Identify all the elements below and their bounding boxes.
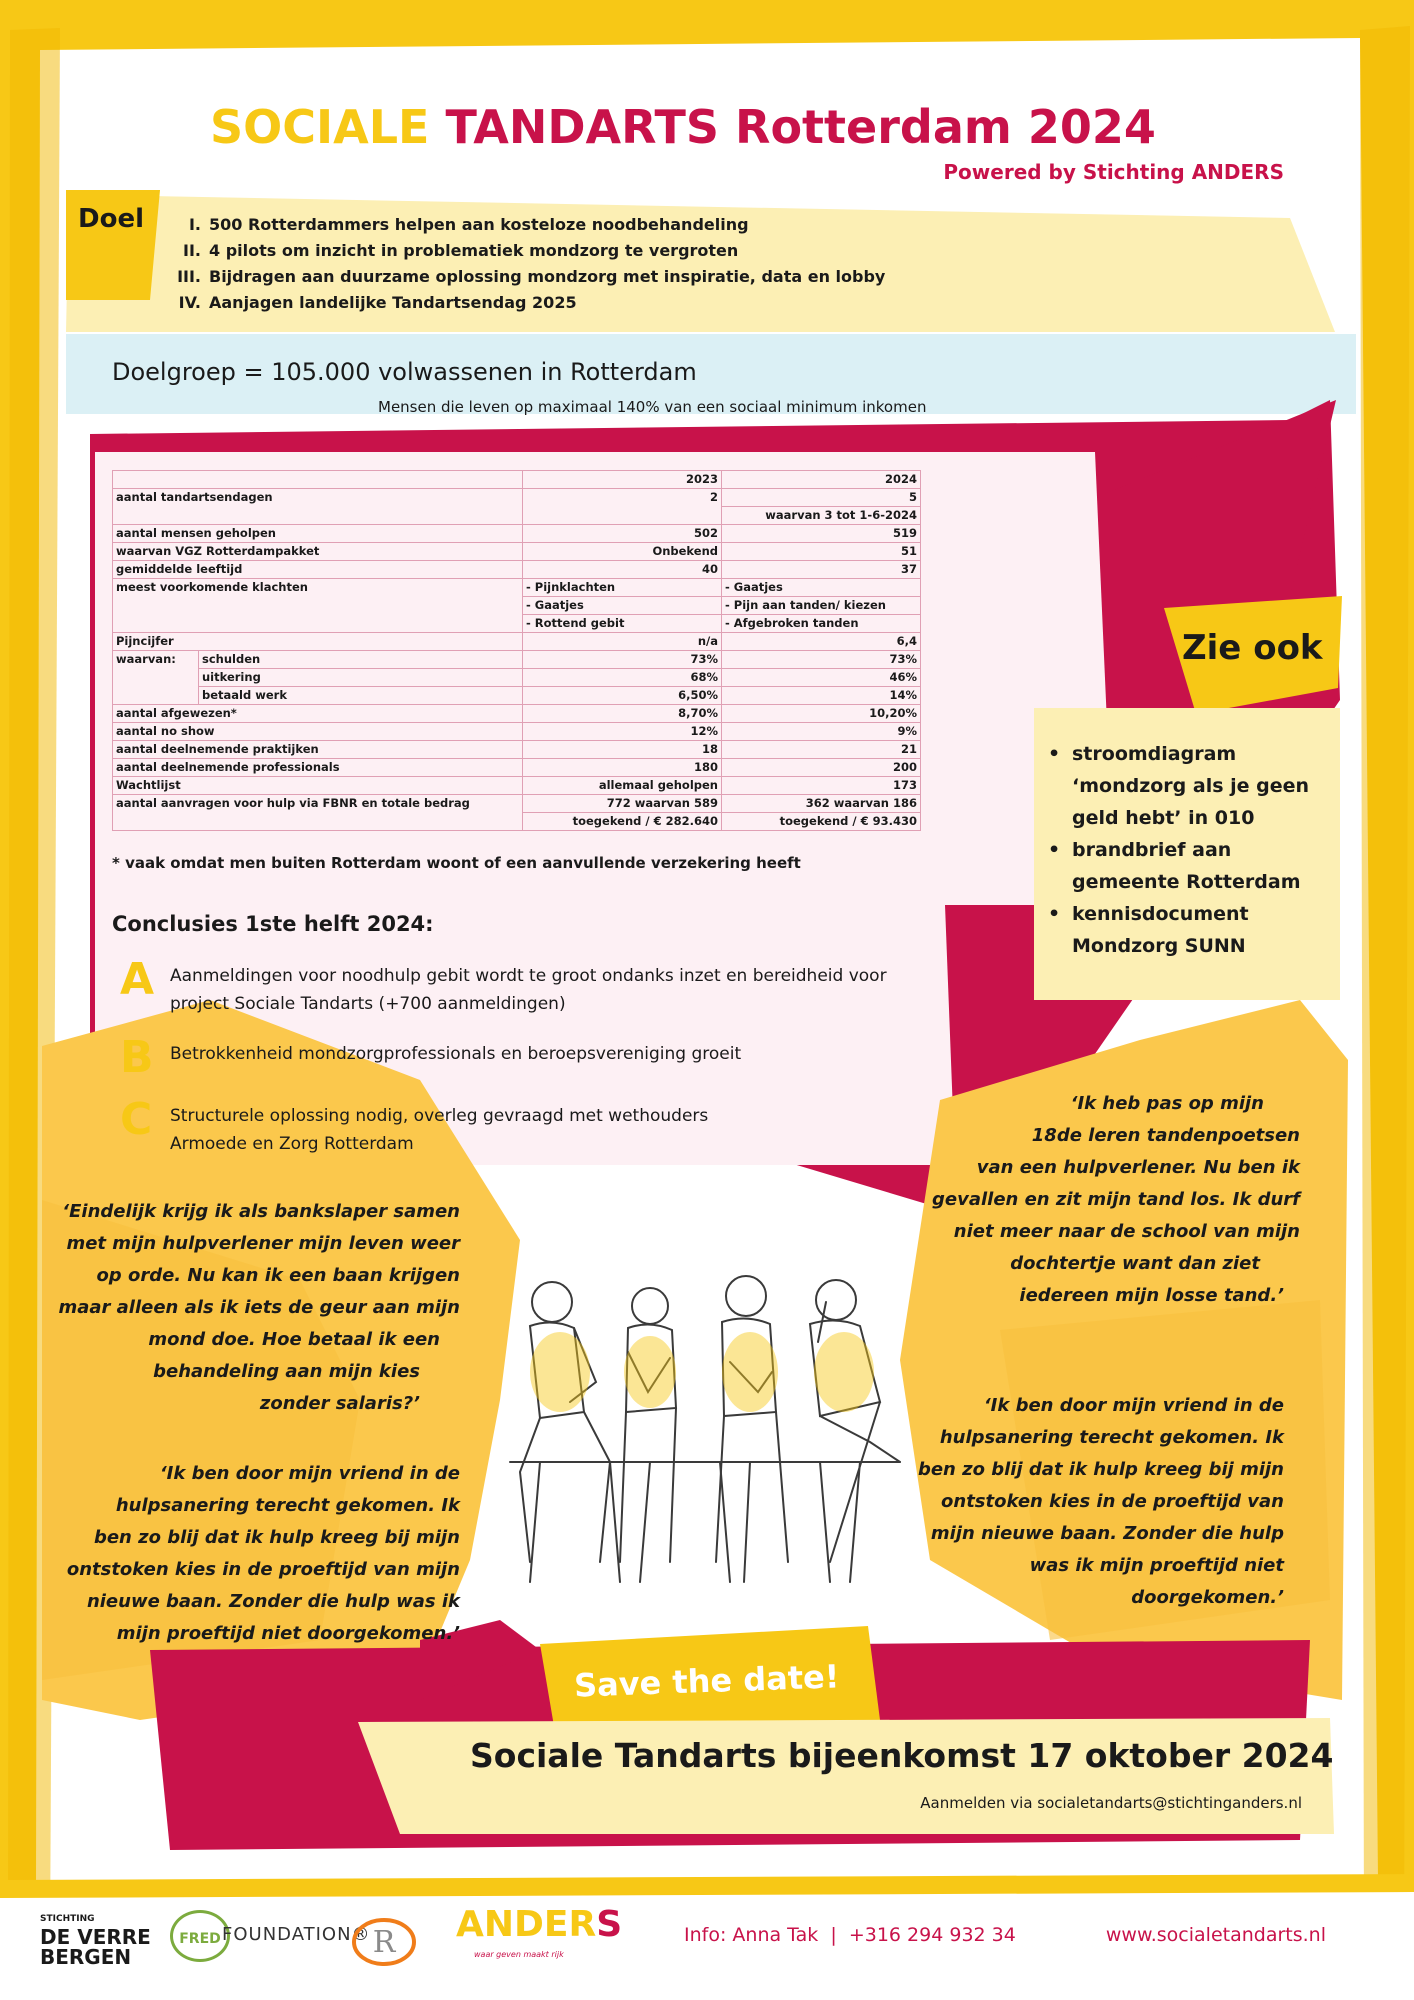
see-also-line: Mondzorg SUNN	[1072, 935, 1246, 957]
quote-line: niet meer naar de school van mijn	[953, 1221, 1300, 1242]
quote-line: nieuwe baan. Zonder die hulp was ik	[86, 1591, 460, 1612]
see-also-title: Zie ook	[1182, 628, 1323, 668]
save-the-date-badge: Save the date!	[573, 1657, 840, 1705]
see-also-item-flowchart[interactable]	[1040, 738, 1340, 834]
cell-2023: 2	[523, 489, 722, 525]
quote-line: ‘Ik heb pas op mijn	[1070, 1093, 1264, 1114]
row-sublabel: uitkering	[199, 669, 523, 687]
people-waiting-illustration	[500, 1262, 920, 1592]
quote-line: ben zo blij dat ik hulp kreeg bij mijn	[93, 1527, 460, 1548]
see-also-list	[1040, 738, 1340, 962]
quote-line: mond doe. Hoe betaal ik een	[148, 1329, 440, 1350]
quote-line: ontstoken kies in de proeftijd van mijn	[66, 1559, 460, 1580]
quote-line: mijn proeftijd niet doorgekomen.’	[116, 1623, 460, 1644]
goal-text: 4 pilots om inzicht in problematiek mondzorg te vergroten	[209, 241, 739, 260]
row-sublabel: schulden	[199, 651, 523, 669]
goal-number: II.	[183, 241, 201, 260]
row-label: Pijncijfer	[113, 633, 523, 651]
row-label: aantal aanvragen voor hulp via FBNR en totale bedrag	[113, 795, 523, 831]
cell-2023: Onbekend	[523, 543, 722, 561]
cell-2024: 200	[722, 759, 921, 777]
see-also-line: geld hebt’ in 010	[1072, 807, 1255, 829]
r-logo-icon	[352, 1916, 416, 1968]
cell-2023: 18	[523, 741, 722, 759]
cell-2023: allemaal geholpen	[523, 777, 722, 795]
quote-line: zonder salaris?’	[259, 1393, 420, 1414]
stats-table-wrapper	[112, 470, 920, 831]
col-header-2024: 2024	[722, 471, 921, 489]
conclusion-item-c	[112, 1094, 962, 1168]
cell-2024: 46%	[722, 669, 921, 687]
cell-2023: 772 waarvan 589	[523, 795, 722, 813]
quote-left-top	[58, 1196, 460, 1420]
goal-item	[165, 290, 885, 316]
logo-text: S	[596, 1904, 623, 1945]
cell-2023: 73%	[523, 651, 722, 669]
row-sublabel: betaald werk	[199, 687, 523, 705]
cell-2024-note: waarvan 3 tot 1-6-2024	[722, 507, 921, 525]
cell-2023: n/a	[523, 633, 722, 651]
goal-item	[165, 212, 885, 238]
anders-tagline: waar geven maakt rijk	[474, 1950, 564, 1959]
conclusion-line: Aanmeldingen voor noodhulp gebit wordt te groot ondanks inzet en bereidheid voor	[170, 966, 887, 986]
title-part-yellow: SOCIALE	[210, 100, 430, 154]
see-also-line: • brandbrief aan	[1072, 839, 1232, 861]
table-row	[113, 795, 921, 813]
cell-2024: 73%	[722, 651, 921, 669]
de-verre-bergen-logo	[40, 1912, 151, 1967]
table-row	[113, 543, 921, 561]
see-also-item-document[interactable]	[1040, 898, 1340, 962]
table-row	[113, 669, 921, 687]
row-label: gemiddelde leeftijd	[113, 561, 523, 579]
cell-2024: 5	[722, 489, 921, 507]
row-label: Wachtlijst	[113, 777, 523, 795]
quote-line: ontstoken kies in de proeftijd van	[941, 1491, 1284, 1512]
conclusion-line: Betrokkenheid mondzorgprofessionals en beroepsvereniging groeit	[170, 1044, 742, 1064]
conclusion-item-a	[112, 954, 962, 1028]
cell-2023: 8,70%	[523, 705, 722, 723]
cell-2024: toegekend / € 93.430	[722, 813, 921, 831]
cell-2024: - Gaatjes	[722, 579, 921, 597]
conclusion-line: Structurele oplossing nodig, overleg gevraagd met wethouders	[170, 1106, 709, 1126]
table-row	[113, 759, 921, 777]
goal-item	[165, 238, 885, 264]
cell-2023: 502	[523, 525, 722, 543]
logo-text: DE VERRE	[40, 1925, 151, 1949]
cell-2024: 14%	[722, 687, 921, 705]
cell-2023: - Rottend gebit	[523, 615, 722, 633]
row-label: waarvan VGZ Rotterdampakket	[113, 543, 523, 561]
table-row	[113, 525, 921, 543]
row-label: meest voorkomende klachten	[113, 579, 523, 633]
conclusion-text	[170, 962, 970, 1018]
logo-text: BERGEN	[40, 1945, 132, 1969]
foundation-logo-text: FOUNDATION®	[222, 1924, 371, 1945]
anders-logo	[456, 1904, 622, 1945]
quote-line: op orde. Nu kan ik een baan krijgen	[96, 1265, 460, 1286]
goal-number: III.	[177, 267, 201, 286]
row-label: aantal no show	[113, 723, 523, 741]
cell-2024: 37	[722, 561, 921, 579]
cell-2023: toegekend / € 282.640	[523, 813, 722, 831]
cell-2023: 68%	[523, 669, 722, 687]
see-also-line: ‘mondzorg als je geen	[1072, 775, 1310, 797]
cell-2024: - Afgebroken tanden	[722, 615, 921, 633]
table-header-row	[113, 471, 921, 489]
cell-2023: 12%	[523, 723, 722, 741]
cell-2023: 40	[523, 561, 722, 579]
goals-list	[165, 212, 885, 316]
row-label: aantal tandartsendagen	[113, 489, 523, 525]
see-also-item-letter[interactable]	[1040, 834, 1340, 898]
svg-text:R: R	[372, 1925, 396, 1960]
quote-line: hulpsanering terecht gekomen. Ik	[115, 1495, 460, 1516]
stats-table	[112, 470, 921, 831]
website-link[interactable]: www.socialetandarts.nl	[1105, 1924, 1326, 1946]
quote-line: gevallen en zit mijn tand los. Ik durf	[932, 1189, 1300, 1210]
goal-text: 500 Rotterdammers helpen aan kosteloze noodbehandeling	[209, 215, 749, 234]
table-row	[113, 561, 921, 579]
goal-item	[165, 264, 885, 290]
conclusion-text	[170, 1040, 970, 1068]
see-also-line: • kennisdocument	[1072, 903, 1249, 925]
target-group-subtitle: Mensen die leven op maximaal 140% van een sociaal minimum inkomen	[378, 398, 927, 416]
conclusion-letter: C	[120, 1094, 153, 1145]
row-label: aantal mensen geholpen	[113, 525, 523, 543]
table-row	[113, 633, 921, 651]
conclusion-line: project Sociale Tandarts (+700 aanmeldingen)	[170, 994, 566, 1014]
cell-2024: 6,4	[722, 633, 921, 651]
table-row	[113, 687, 921, 705]
table-row	[113, 489, 921, 507]
conclusion-line: Armoede en Zorg Rotterdam	[170, 1134, 414, 1154]
goal-number: I.	[188, 215, 201, 234]
quote-line: was ik mijn proeftijd niet	[1029, 1555, 1284, 1576]
quote-right-top	[932, 1088, 1300, 1312]
see-also-line: • stroomdiagram	[1072, 743, 1237, 765]
row-label: aantal deelnemende praktijken	[113, 741, 523, 759]
fred-foundation-logo: FRED	[170, 1910, 230, 1962]
event-title: Sociale Tandarts bijeenkomst 17 oktober 2024	[470, 1736, 1334, 1775]
target-group-heading: Doelgroep = 105.000 volwassenen in Rotterdam	[112, 358, 697, 386]
row-label: waarvan:	[113, 651, 199, 705]
table-row	[113, 651, 921, 669]
quote-line: mijn nieuwe baan. Zonder die hulp	[930, 1523, 1284, 1544]
quote-line: dochtertje want dan ziet	[1010, 1253, 1260, 1274]
conclusion-letter: B	[120, 1032, 154, 1083]
table-footnote: * vaak omdat men buiten Rotterdam woont of een aanvullende verzekering heeft	[112, 854, 801, 872]
see-also-line: gemeente Rotterdam	[1072, 871, 1301, 893]
logo-text: ANDER	[456, 1904, 597, 1945]
quote-line: maar alleen als ik iets de geur aan mijn	[58, 1297, 460, 1318]
quote-line: 18de leren tandenpoetsen	[1031, 1125, 1300, 1146]
quote-line: ben zo blij dat ik hulp kreeg bij mijn	[917, 1459, 1284, 1480]
quote-line: doorgekomen.’	[1131, 1587, 1284, 1608]
table-row	[113, 777, 921, 795]
cell-2024: 51	[722, 543, 921, 561]
quote-left-bottom	[67, 1458, 460, 1650]
register-email-link[interactable]: Aanmelden via socialetandarts@stichtinganders.nl	[920, 1794, 1302, 1812]
quote-right-bottom	[918, 1390, 1284, 1614]
table-row	[113, 723, 921, 741]
table-row	[113, 741, 921, 759]
quote-line: hulpsanering terecht gekomen. Ik	[939, 1427, 1284, 1448]
logo-text: STICHTING	[40, 1914, 95, 1924]
cell-2024: 10,20%	[722, 705, 921, 723]
cell-2024: 519	[722, 525, 921, 543]
cell-2023: 6,50%	[523, 687, 722, 705]
quote-line: met mijn hulpverlener mijn leven weer	[66, 1233, 460, 1254]
col-header-2023: 2023	[523, 471, 722, 489]
cell-2024: 21	[722, 741, 921, 759]
quote-line: ‘Eindelijk krijg ik als bankslaper samen	[62, 1201, 460, 1222]
row-label: aantal afgewezen*	[113, 705, 523, 723]
cell-2023: 180	[523, 759, 722, 777]
table-row	[113, 705, 921, 723]
row-label: aantal deelnemende professionals	[113, 759, 523, 777]
conclusions-title: Conclusies 1ste helft 2024:	[112, 912, 434, 936]
quote-line: van een hulpverlener. Nu ben ik	[976, 1157, 1300, 1178]
table-row	[113, 579, 921, 597]
quote-line: iedereen mijn losse tand.’	[1019, 1285, 1284, 1306]
quote-line: behandeling aan mijn kies	[153, 1361, 420, 1382]
goal-number: IV.	[178, 293, 201, 312]
powered-by: Powered by Stichting ANDERS	[943, 160, 1284, 184]
goal-text: Bijdragen aan duurzame oplossing mondzorg met inspiratie, data en lobby	[209, 267, 886, 286]
conclusion-item-b	[112, 1032, 962, 1086]
cell-2024: 173	[722, 777, 921, 795]
cell-2024: - Pijn aan tanden/ kiezen	[722, 597, 921, 615]
cell-2023: - Pijnklachten	[523, 579, 722, 597]
quote-line: ‘Ik ben door mijn vriend in de	[159, 1463, 460, 1484]
title-part-red: TANDARTS Rotterdam 2024	[445, 100, 1156, 154]
cell-2024: 362 waarvan 186	[722, 795, 921, 813]
page-title	[210, 100, 1156, 154]
goals-label: Doel	[78, 204, 144, 234]
goal-text: Aanjagen landelijke Tandartsendag 2025	[209, 293, 577, 312]
cell-2024: 9%	[722, 723, 921, 741]
conclusion-text	[170, 1102, 970, 1158]
conclusion-letter: A	[120, 954, 155, 1005]
quote-line: ‘Ik ben door mijn vriend in de	[983, 1395, 1284, 1416]
contact-info: Info: Anna Tak | +316 294 932 34	[684, 1924, 1016, 1946]
cell-2023: - Gaatjes	[523, 597, 722, 615]
